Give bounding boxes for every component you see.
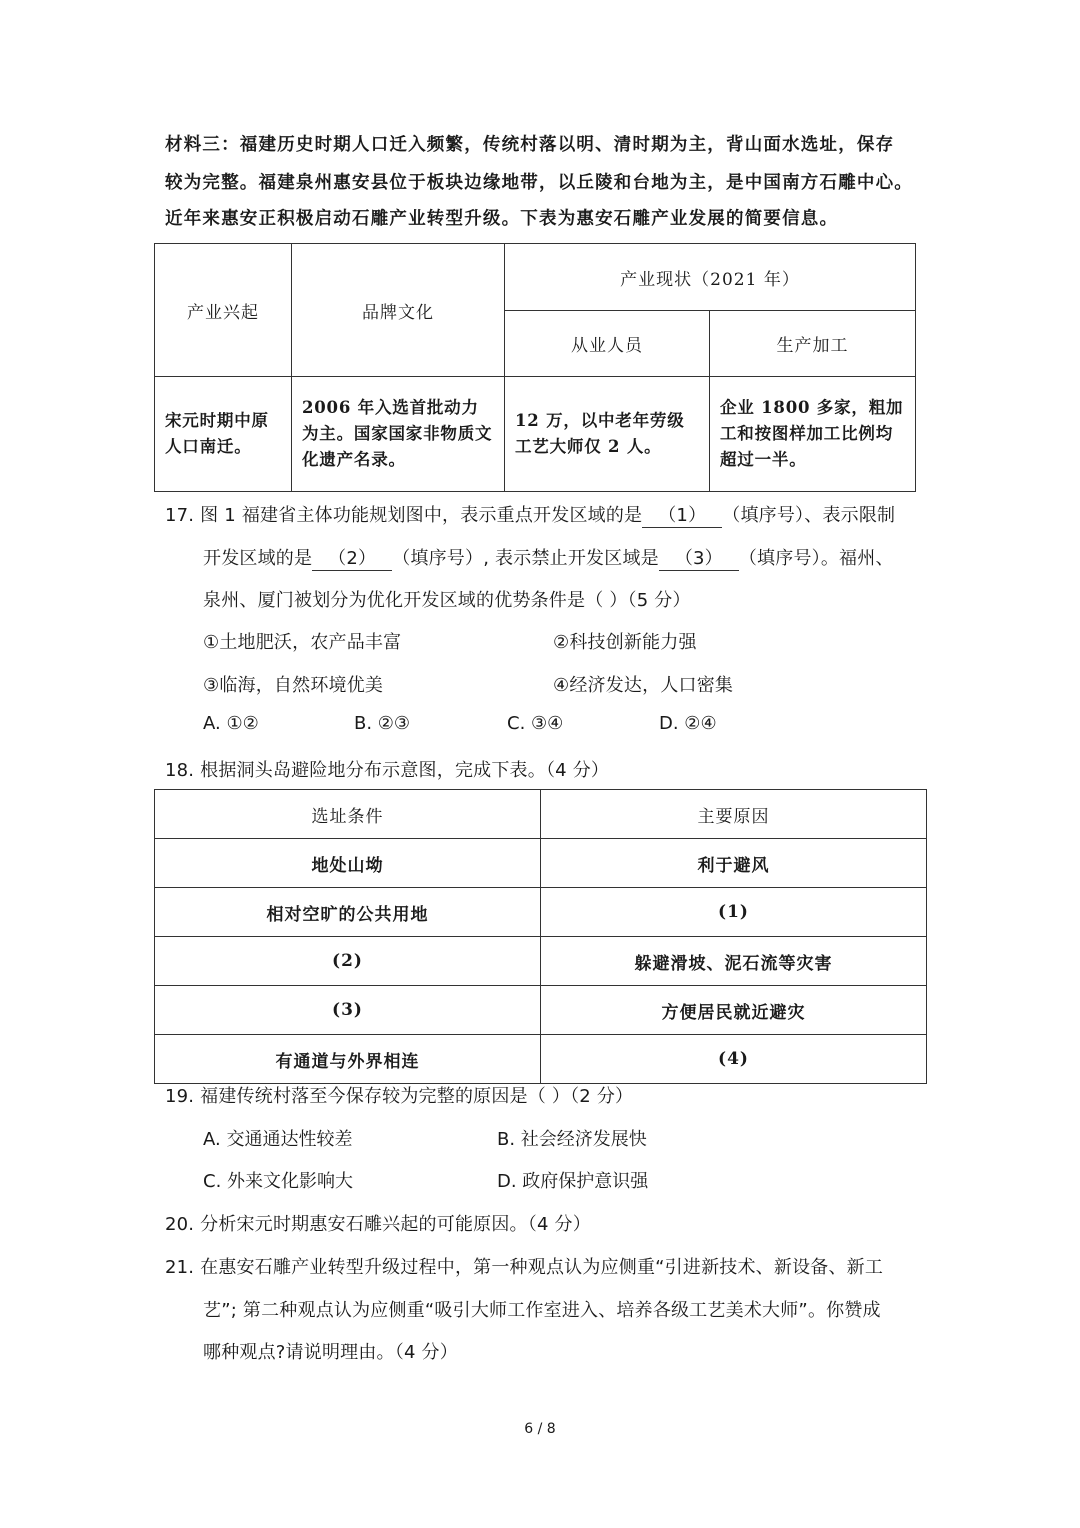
q17-line-1 <box>165 501 895 528</box>
q17-line-2 <box>203 544 894 571</box>
t2-row5-condition: 有通道与外界相连 <box>155 1035 541 1084</box>
material-line-1: 材料三：福建历史时期人口迁入频繁，传统村落以明、清时期为主，背山面水选址，保存 <box>165 135 895 155</box>
q17-text-a: 17. 图 1 福建省主体功能规划图中，表示重点开发区域的是 <box>165 505 643 526</box>
q17-text-c: 开发区域的是 <box>203 548 313 569</box>
q21-line-1: 21. 在惠安石雕产业转型升级过程中，第一种观点认为应侧重“引进新技术、新设备、新工 <box>165 1257 884 1278</box>
q17-blank-1[interactable]: （1） <box>642 501 722 528</box>
cell-brand: 2006 年入选首批动力为主。国家国家非物质文化遗产名录。 <box>292 377 505 492</box>
t2-row1-reason: 利于避风 <box>541 839 927 888</box>
q17-item-3: ③临海，自然环境优美 <box>203 675 384 696</box>
cell-production: 企业 1800 多家，粗加工和按图样加工比例均超过一半。 <box>710 377 916 492</box>
cell-staff: 12 万，以中老年劳级工艺大师仅 2 人。 <box>505 377 710 492</box>
q19-option-c[interactable]: C. 外来文化影响大 <box>203 1171 354 1192</box>
shelter-site-table <box>154 789 927 1084</box>
header-status: 产业现状（2021 年） <box>505 244 916 311</box>
stone-carving-info-table <box>154 243 916 492</box>
header-staff: 从业人员 <box>505 311 710 377</box>
material-line-2: 较为完整。福建泉州惠安县位于板块边缘地带，以丘陵和台地为主，是中国南方石雕中心。 <box>165 173 913 193</box>
page-number: 6 / 8 <box>524 1421 556 1437</box>
q17-item-2: ②科技创新能力强 <box>553 632 697 653</box>
q17-item-4: ④经济发达，人口密集 <box>553 675 734 696</box>
t2-row3-blank[interactable]: (2) <box>155 937 541 986</box>
q17-text-e: （填序号）。福州、 <box>738 548 894 569</box>
q17-blank-3[interactable]: （3） <box>659 544 739 571</box>
q17-item-1: ①土地肥沃，农产品丰富 <box>203 632 402 653</box>
t2-header-reason: 主要原因 <box>541 790 927 839</box>
header-production: 生产加工 <box>710 311 916 377</box>
t2-header-condition: 选址条件 <box>155 790 541 839</box>
q17-option-a[interactable]: A. ①② <box>203 713 259 734</box>
cell-rise: 宋元时期中原人口南迁。 <box>155 377 292 492</box>
q18-title: 18. 根据洞头岛避险地分布示意图，完成下表。（4 分） <box>165 760 610 781</box>
header-rise: 产业兴起 <box>155 244 292 377</box>
t2-row4-reason: 方便居民就近避灾 <box>541 986 927 1035</box>
q19-title: 19. 福建传统村落至今保存较为完整的原因是（ ）（2 分） <box>165 1086 634 1107</box>
t2-row5-blank[interactable]: (4) <box>541 1035 927 1084</box>
t2-row3-reason: 躲避滑坡、泥石流等灾害 <box>541 937 927 986</box>
q19-option-d[interactable]: D. 政府保护意识强 <box>497 1171 649 1192</box>
q21-line-3: 哪种观点?请说明理由。（4 分） <box>203 1342 458 1363</box>
t2-row2-condition: 相对空旷的公共用地 <box>155 888 541 937</box>
material-line-3: 近年来惠安正积极启动石雕产业转型升级。下表为惠安石雕产业发展的简要信息。 <box>165 209 839 229</box>
q17-text-d: （填序号）, 表示禁止开发区域是 <box>392 548 659 569</box>
header-brand: 品牌文化 <box>292 244 505 377</box>
q17-option-d[interactable]: D. ②④ <box>659 713 717 734</box>
q17-option-c[interactable]: C. ③④ <box>507 713 564 734</box>
q20-title: 20. 分析宋元时期惠安石雕兴起的可能原因。（4 分） <box>165 1214 591 1235</box>
q21-line-2: 艺”; 第二种观点认为应侧重“吸引大师工作室进入、培养各级工艺美术大师”。你赞成 <box>203 1300 881 1321</box>
t2-row1-condition: 地处山坳 <box>155 839 541 888</box>
q17-line-3: 泉州、厦门被划分为优化开发区域的优势条件是（ ）（5 分） <box>203 590 691 611</box>
t2-row4-blank[interactable]: (3) <box>155 986 541 1035</box>
q19-option-a[interactable]: A. 交通通达性较差 <box>203 1129 353 1150</box>
q17-option-b[interactable]: B. ②③ <box>354 713 411 734</box>
t2-row2-blank[interactable]: (1) <box>541 888 927 937</box>
q17-blank-2[interactable]: （2） <box>312 544 392 571</box>
q19-option-b[interactable]: B. 社会经济发展快 <box>497 1129 647 1150</box>
q17-text-b: （填序号）、表示限制 <box>722 505 896 526</box>
